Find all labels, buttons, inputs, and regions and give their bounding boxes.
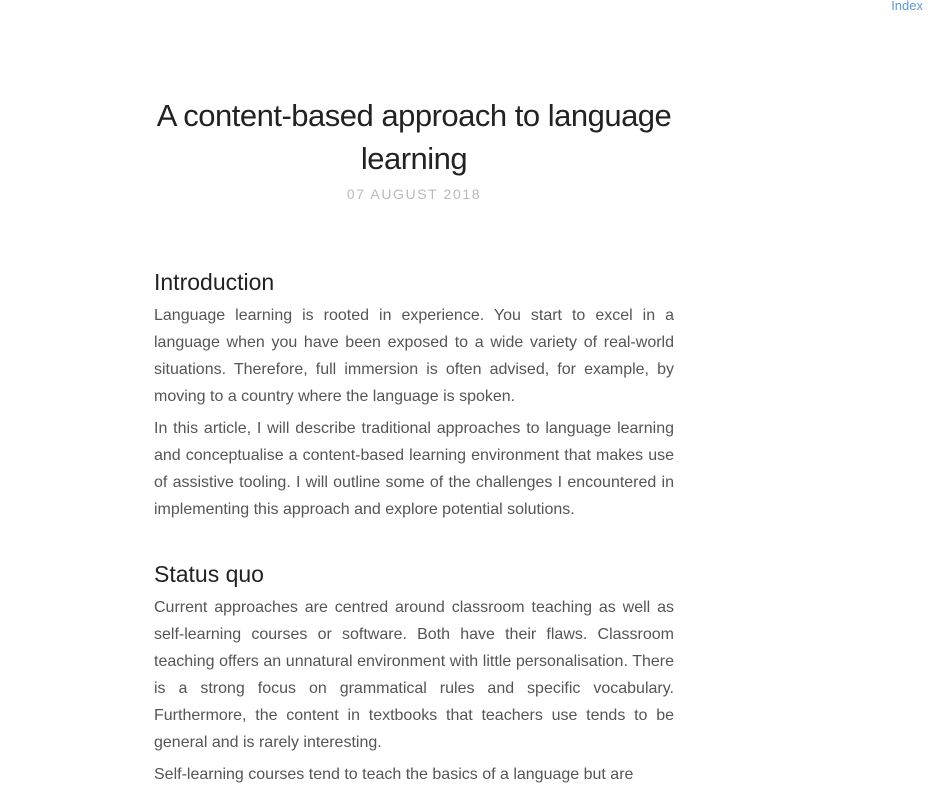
index-link[interactable]: Index: [891, 0, 923, 13]
section-heading-status-quo: Status quo: [154, 561, 264, 587]
article-date: 07 AUGUST 2018: [346, 186, 482, 202]
article-title: A content-based approach to language learning: [156, 98, 672, 176]
paragraph: In this article, I will describe traditional approaches to language learning and conceptualise a content-based learning environment that makes use of assistive tooling. I will outline some of the challenges I encountered in implementing this approach and explore potential solutions.: [154, 420, 674, 518]
paragraph: Self-learning courses tend to teach the basics of a language but are: [154, 766, 634, 783]
paragraph: Language learning is rooted in experience. You start to excel in a language when you have been exposed to a wide variety of real-world situations. Therefore, full immersion is often advised, for example, by moving to a country where the language is spoken.: [154, 307, 674, 405]
paragraph: Current approaches are centred around classroom teaching as well as self-learning courses or software. Both have their flaws. Classroom teaching offers an unnatural environment with little personalisation. There is a strong focus on grammatical rules and specific vocabulary. Furthermore, the content in textbooks that teachers use tends to be general and is rarely interesting.: [154, 599, 674, 751]
section-heading-introduction: Introduction: [154, 269, 275, 295]
article: [154, 94, 674, 788]
